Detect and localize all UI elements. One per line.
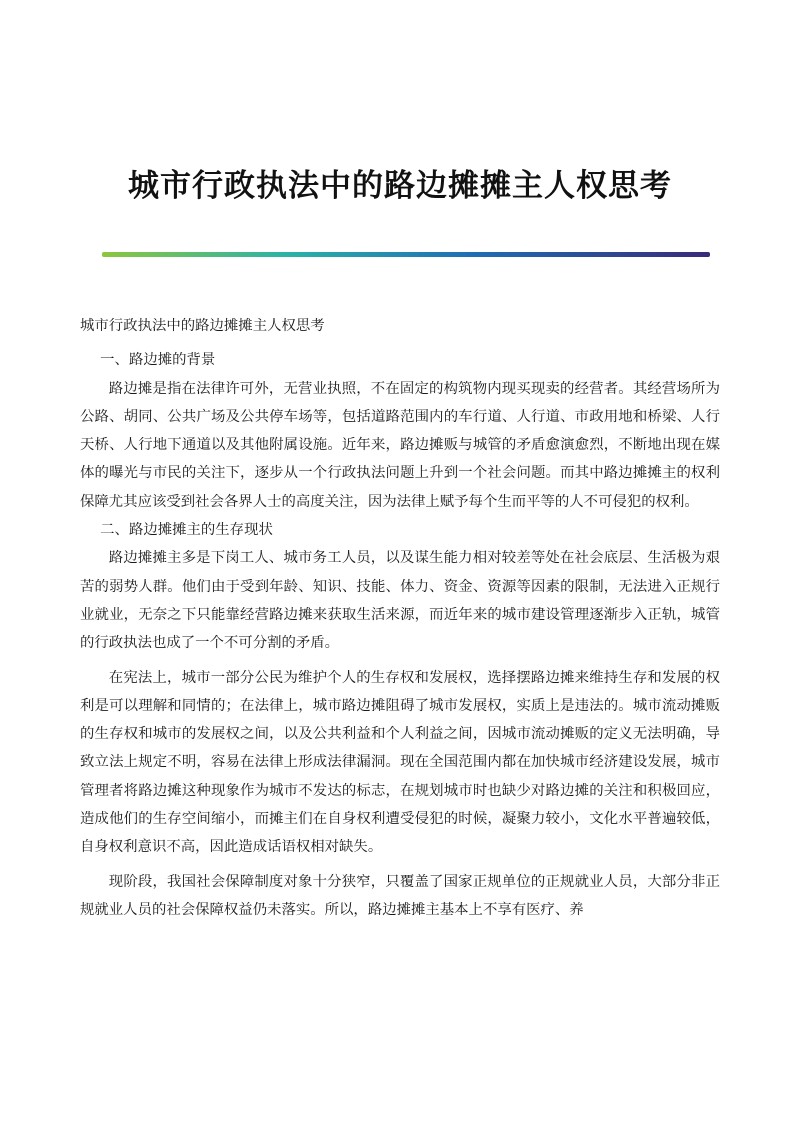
paragraph-social-security: 现阶段，我国社会保障制度对象十分狭窄，只覆盖了国家正规单位的正规就业人员，大部分非正规就业人员的社会保障权益仍未落实。所以，路边摊摊主基本上不享有医疗、养 (80, 873, 720, 918)
document-body (80, 312, 720, 924)
section-heading-living-status: 二、路边摊摊主的生存现状 (100, 522, 273, 539)
paragraph-background: 路边摊是指在法律许可外，无营业执照，不在固定的构筑物内现买现卖的经营者。其经营场所为公路、胡同、公共广场及公共停车场等，包括道路范围内的车行道、人行道、市政用地和桥梁、人行天桥、人行地下通道以及其他附属设施。近年来，路边摊贩与城管的矛盾愈演愈烈，不断地出现在媒体的曝光与市民的关注下，逐步从一个行政执法问题上升到一个社会问题。而其中路边摊摊主的权利保障尤其应该受到社会各界人士的高度关注，因为法律上赋予每个生而平等的人不可侵犯的权利。 (80, 380, 720, 510)
paragraph-constitution: 在宪法上，城市一部分公民为维护个人的生存权和发展权，选择摆路边摊来维持生存和发展的权利是可以理解和同情的；在法律上，城市路边摊阻碍了城市发展权，实质上是违法的。城市流动摊贩的生存权和城市的发展权之间，以及公共利益和个人利益之间，因城市流动摊贩的定义无法明确，导致立法上规定不明，容易在法律上形成法律漏洞。现在全国范围内都在加快城市经济建设发展，城市管理者将路边摊这种现象作为城市不发达的标志，在规划城市时也缺少对路边摊的关注和积极回应，造成他们的生存空间缩小，而摊主们在自身权利遭受侵犯的时候，凝聚力较小，文化水平普遍较低，自身权利意识不高，因此造成话语权相对缺失。 (80, 669, 720, 856)
document-title: 城市行政执法中的路边摊摊主人权思考 (128, 168, 672, 204)
section-heading-background: 一、路边摊的背景 (100, 352, 216, 369)
body-subtitle: 城市行政执法中的路边摊摊主人权思考 (80, 318, 325, 334)
paragraph-living-status: 路边摊摊主多是下岗工人、城市务工人员，以及谋生能力相对较差等处在社会底层、生活极为艰苦的弱势人群。他们由于受到年龄、知识、技能、体力、资金、资源等因素的限制，无法进入正规行业就业，无奈之下只能靠经营路边摊来获取生活来源，而近年来的城市建设管理逐渐步入正轨，城管的行政执法也成了一个不可分割的矛盾。 (80, 550, 720, 652)
title-divider-rule (102, 252, 710, 257)
